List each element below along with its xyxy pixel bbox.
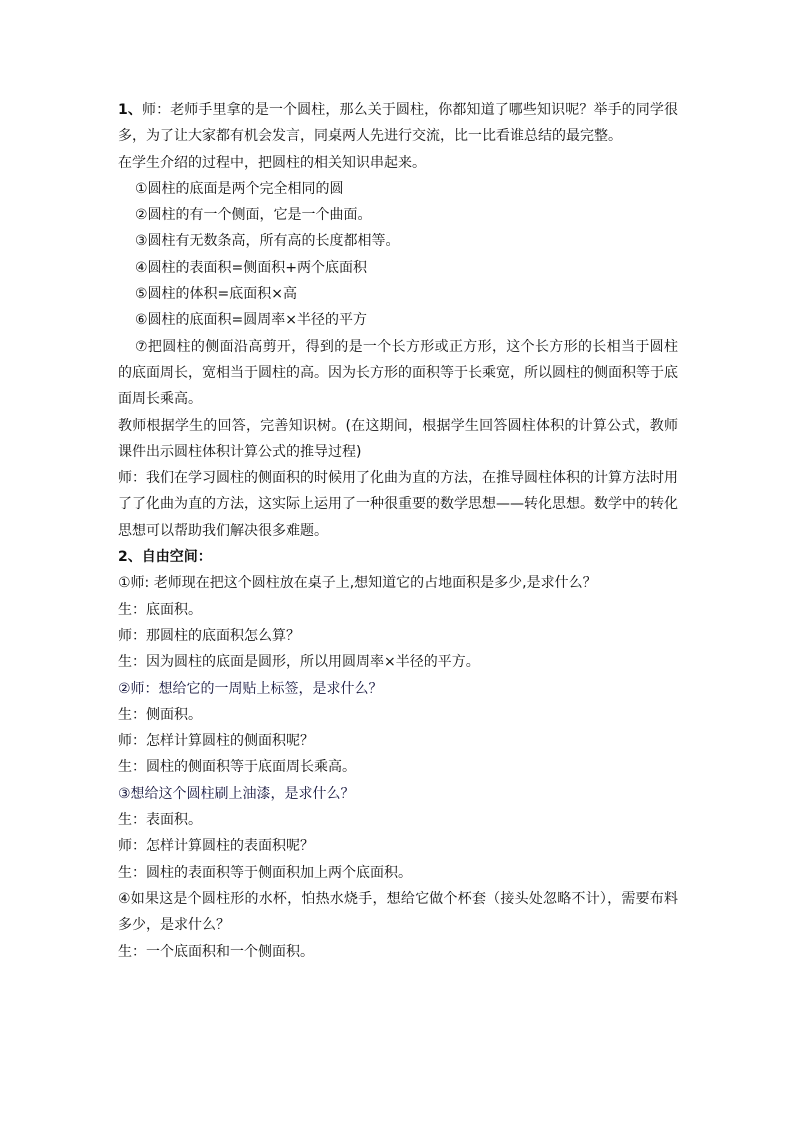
dialogue-line-13: ④如果这是个圆柱形的水杯，怕热水烧手，想给它做个杯套（接头处忽略不计），需要布料多少，是求什么？ (118, 890, 678, 934)
document-body (118, 97, 678, 965)
knowledge-item-1: ①圆柱的底面是两个完全相同的圆 (135, 180, 344, 197)
dialogue-line-5: ②师：想给它的一周贴上标签，是求什么？ (118, 680, 383, 697)
knowledge-item-2: ②圆柱的有一个侧面，它是一个曲面。 (135, 207, 372, 224)
dialogue-line-1: ①师: 老师现在把这个圆柱放在桌子上,想知道它的占地面积是多少,是求什么？ (118, 575, 597, 592)
teacher-summary: 教师根据学生的回答，完善知识树。(在这期间，根据学生回答圆柱体积的计算公式，教师课件出示圆柱体积计算公式的推导过程) (118, 417, 678, 460)
section1-connect-line: 在学生介绍的过程中，把圆柱的相关知识串起来。 (118, 154, 426, 171)
dialogue-line-9: ③想给这个圆柱刷上油漆，是求什么？ (118, 785, 355, 802)
dialogue-line-14: 生：一个底面积和一个侧面积。 (118, 943, 314, 960)
teacher-method: 师：我们在学习圆柱的侧面积的时候用了化曲为直的方法，在推导圆柱体积的计算方法时用了了化曲为直的方法，这实际上运用了一种很重要的数学思想——转化思想。数学中的转化思想可以帮助我们解决很多难题。 (118, 470, 678, 539)
knowledge-item-7: ⑦把圆柱的侧面沿高剪开，得到的是一个长方形或正方形，这个长方形的长相当于圆柱的底面周长，宽相当于圆柱的高。因为长方形的面积等于长乘宽，所以圆柱的侧面积等于底面周长乘高。 (118, 338, 678, 408)
section1-intro-text: 师：老师手里拿的是一个圆柱，那么关于圆柱，你都知道了哪些知识呢？举手的同学很多，为了让大家都有机会发言，同桌两人先进行交流，比一比看谁总结的最完整。 (118, 102, 678, 145)
section2-heading: 2、自由空间： (118, 549, 212, 566)
dialogue-line-10: 生：表面积。 (118, 812, 202, 829)
dialogue-line-3: 师：那圆柱的底面积怎么算？ (118, 627, 300, 644)
dialogue-line-8: 生：圆柱的侧面积等于底面周长乘高。 (118, 759, 356, 776)
dialogue-line-12: 生：圆柱的表面积等于侧面积加上两个底面积。 (118, 864, 412, 881)
dialogue-line-2: 生：底面积。 (118, 601, 202, 618)
section1-intro (118, 97, 678, 150)
dialogue-line-11: 师：怎样计算圆柱的表面积呢？ (118, 838, 314, 855)
dialogue-line-4: 生：因为圆柱的底面是圆形，所以用圆周率×半径的平方。 (118, 654, 480, 671)
section1-number: 1、 (118, 102, 142, 118)
dialogue-line-7: 师：怎样计算圆柱的侧面积呢？ (118, 733, 314, 750)
dialogue-line-6: 生：侧面积。 (118, 706, 202, 723)
knowledge-item-4: ④圆柱的表面积=侧面积+两个底面积 (135, 259, 368, 276)
knowledge-item-3: ③圆柱有无数条高，所有高的长度都相等。 (135, 233, 400, 250)
knowledge-item-6: ⑥圆柱的底面积=圆周率×半径的平方 (135, 312, 368, 329)
knowledge-list (118, 176, 678, 413)
knowledge-item-5: ⑤圆柱的体积=底面积×高 (135, 286, 298, 303)
dialogue-list (118, 570, 678, 964)
